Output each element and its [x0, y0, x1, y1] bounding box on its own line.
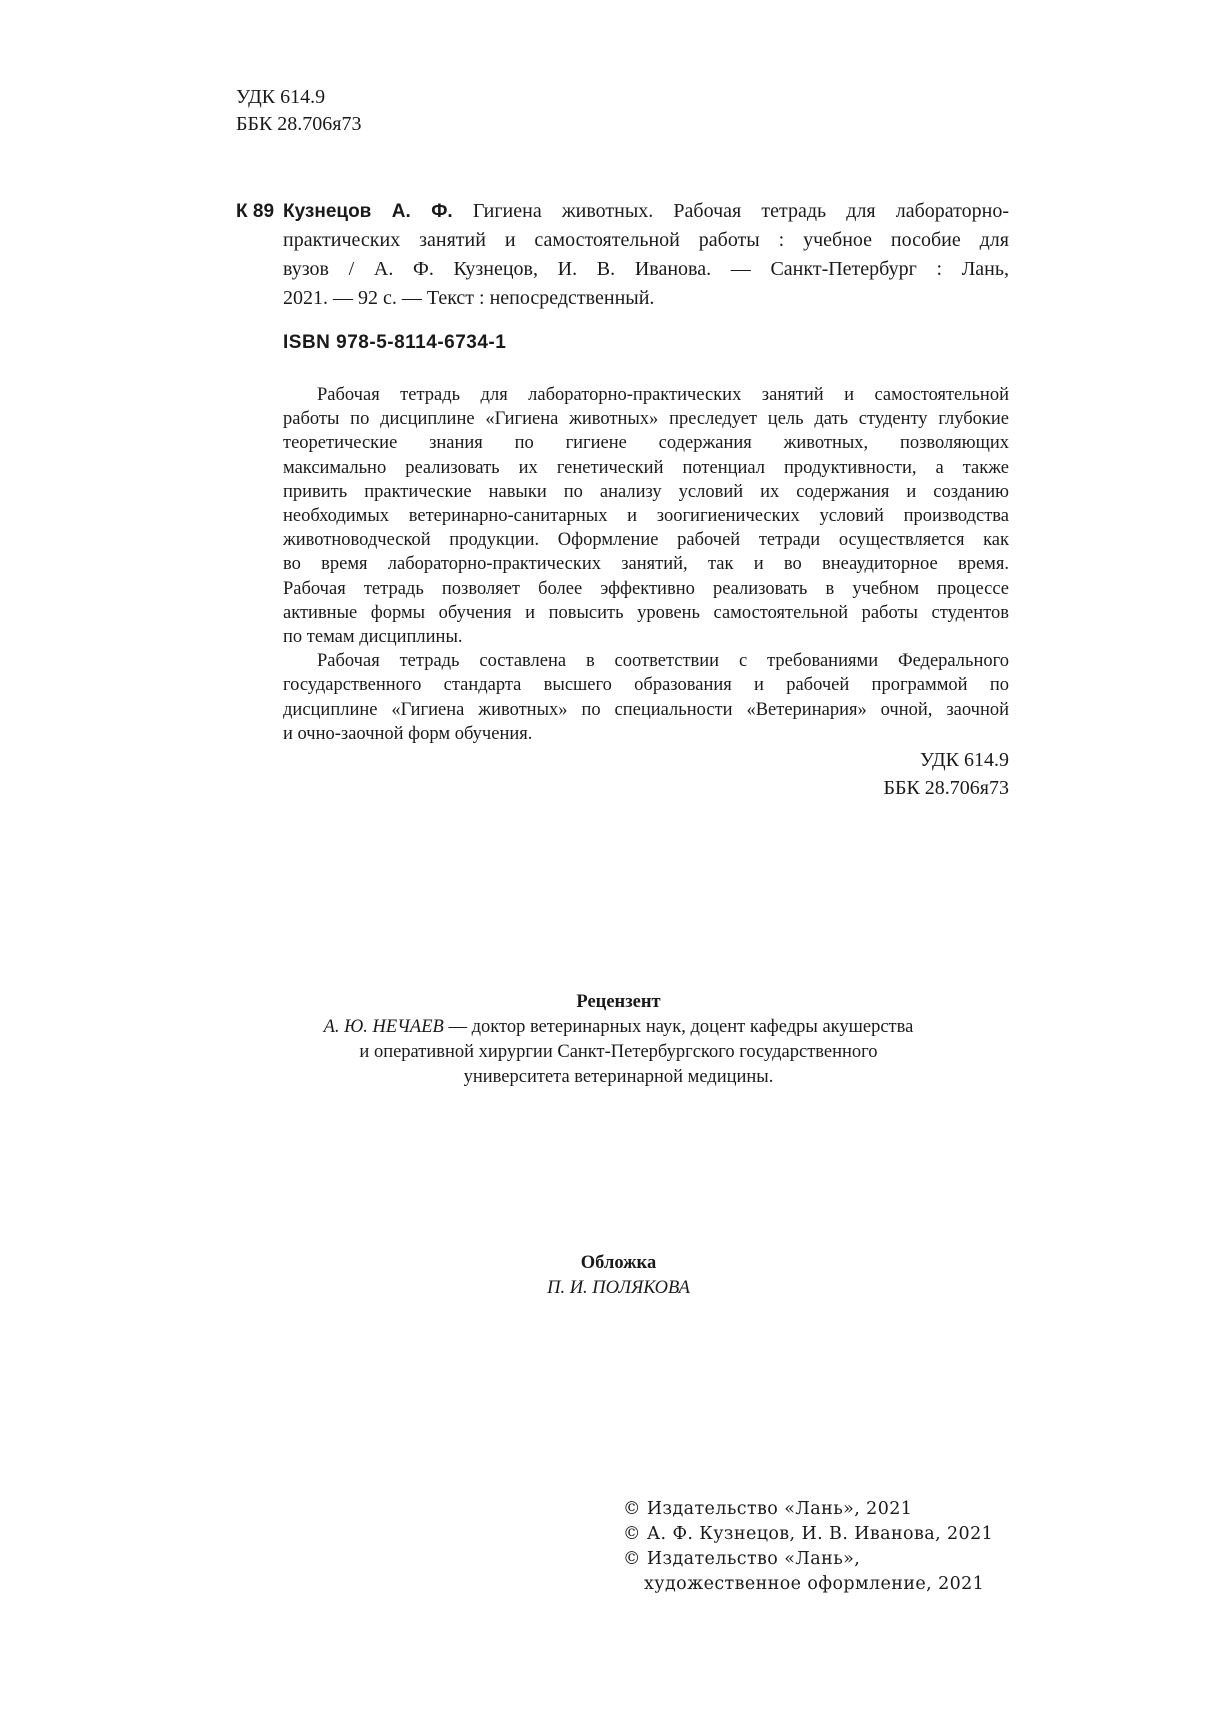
cover-designer-name: П. И. ПОЛЯКОВА [547, 1278, 690, 1298]
bbk-code: ББК 28.706я73 [236, 113, 362, 135]
author-name: Кузнецов А. Ф. [283, 201, 453, 222]
abstract-line: животноводческой продукции. Оформление рабочей тетради осуществляется как [283, 530, 1009, 551]
abstract-line: теоретические знания по гигиене содержания животных, позволяющих [283, 433, 1009, 454]
abstract-line: привить практические навыки по анализу условий их содержания и созданию [283, 481, 1009, 502]
classification-codes-bottom [883, 746, 1009, 802]
abstract-line: Рабочая тетрадь для лабораторно-практических занятий и самостоятельной [317, 385, 1009, 405]
abstract-line: Рабочая тетрадь составлена в соответствии с требованиями Федерального [317, 651, 1009, 672]
cover-block [0, 1251, 1211, 1301]
copyright-line: © А. Ф. Кузнецов, И. В. Иванова, 2021 [623, 1524, 994, 1544]
bbk-code-bottom: ББК 28.706я73 [883, 777, 1009, 799]
isbn: ISBN 978-5-8114-6734-1 [283, 332, 507, 353]
udk-code-bottom: УДК 614.9 [919, 749, 1009, 771]
abstract-line: и очно-заочной форм обучения. [283, 723, 533, 744]
biblio-line-2: практических занятий и самостоятельной работы : учебное пособие для [283, 229, 1009, 251]
biblio-line-1 [283, 197, 1009, 226]
abstract-line: Рабочая тетрадь позволяет более эффективно реализовать в учебном процессе [283, 578, 1009, 599]
biblio-title: Гигиена животных. Рабочая тетрадь для лабораторно- [452, 200, 1010, 222]
biblio-line-4: 2021. — 92 с. — Текст : непосредственный. [283, 287, 655, 309]
abstract-line: государственного стандарта высшего образования и рабочей программой по [283, 675, 1009, 696]
copyright-line: © Издательство «Лань», [623, 1549, 861, 1569]
reviewer-line-1 [0, 1015, 1211, 1040]
cover-heading: Обложка [580, 1253, 657, 1273]
biblio-line-3: вузов / А. Ф. Кузнецов, И. В. Иванова. — Санкт-Петербург : Лань, [283, 258, 1009, 280]
abstract-line: активные формы обучения и повысить уровень самостоятельной работы студентов [283, 602, 1009, 623]
catalog-mark: К 89 [236, 201, 275, 222]
abstract [283, 383, 1009, 746]
bibliographic-record [283, 197, 1009, 313]
abstract-line: во время лабораторно-практических занятий, так и во внеаудиторное время. [283, 554, 1009, 575]
copyright-block [623, 1497, 993, 1597]
copyright-line: художественное оформление, 2021 [644, 1574, 985, 1594]
abstract-line: необходимых ветеринарно-санитарных и зоогигиенических условий производства [283, 506, 1009, 527]
abstract-line: дисциплине «Гигиена животных» по специальности «Ветеринария» очной, заочной [283, 699, 1009, 720]
reviewer-description: — доктор ветеринарных наук, доцент кафедры акушерства [443, 1017, 914, 1037]
udk-code: УДК 614.9 [236, 86, 326, 108]
abstract-line: работы по дисциплине «Гигиена животных» преследует цель дать студенту глубокие [283, 409, 1009, 430]
reviewer-line-3: университета ветеринарной медицины. [463, 1067, 774, 1087]
copyright-line: © Издательство «Лань», 2021 [623, 1499, 913, 1519]
reviewer-line-2: и оперативной хирургии Санкт-Петербургского государственного [359, 1042, 878, 1062]
classification-codes-top [236, 84, 362, 138]
abstract-line: максимально реализовать их генетический потенциал продуктивности, а также [283, 457, 1009, 478]
reviewer-block [0, 990, 1211, 1090]
reviewer-heading: Рецензент [576, 992, 661, 1012]
abstract-line: по темам дисциплины. [283, 627, 463, 648]
reviewer-name: А. Ю. НЕЧАЕВ [323, 1017, 444, 1037]
